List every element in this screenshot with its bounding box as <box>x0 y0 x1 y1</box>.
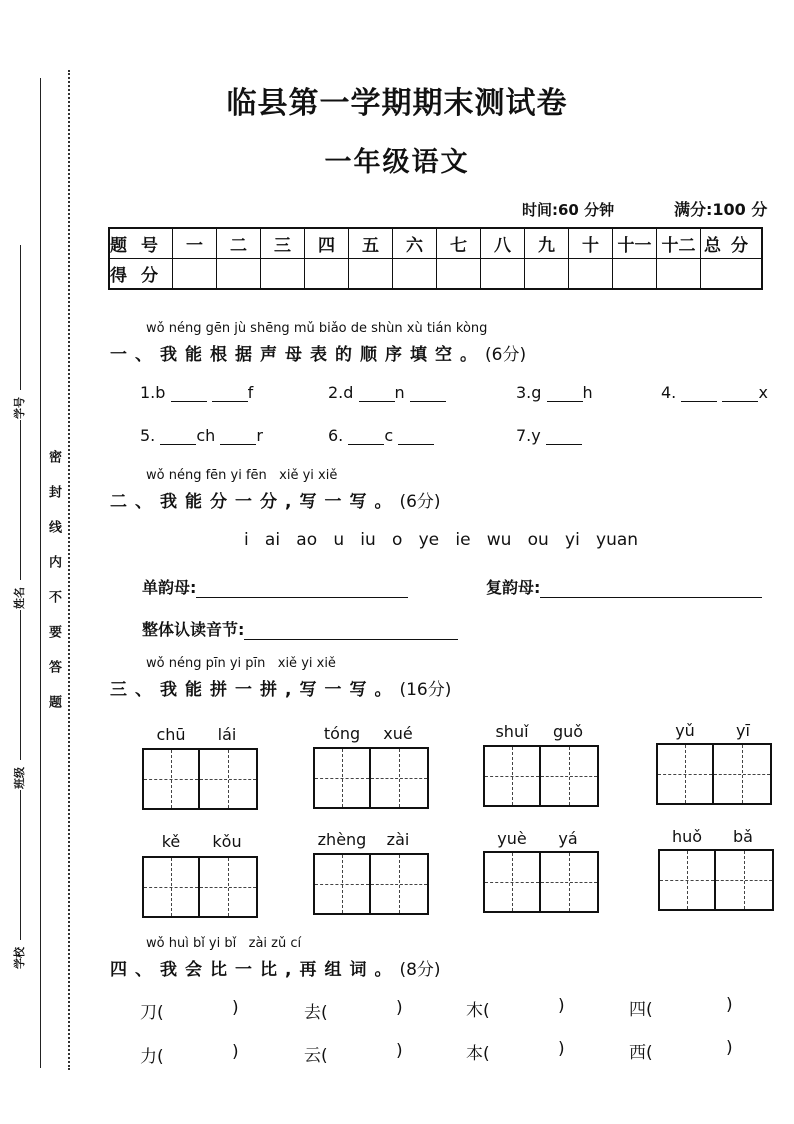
word-pinyin: zhèng <box>317 830 367 849</box>
score-col: 十一 <box>613 228 657 259</box>
writing-grid[interactable] <box>658 849 774 911</box>
answer-blank[interactable] <box>160 444 196 445</box>
s1-item-1: 1.b f <box>140 383 254 402</box>
s1-item-3: 3.g h <box>516 383 593 402</box>
word-pinyin: yī <box>736 721 750 740</box>
compare-item: 木( <box>466 1001 490 1021</box>
word-pinyin: bǎ <box>733 827 753 846</box>
compare-item: 刀( <box>140 1003 164 1023</box>
page-title: 临县第一学期期末测试卷 <box>226 86 568 121</box>
section4-title: 四、我会比一比,再组词。(8分) <box>110 960 441 980</box>
close-paren: ) <box>558 1039 565 1059</box>
writing-grid[interactable] <box>142 856 258 918</box>
s1-item-2: 2.d n <box>328 383 446 402</box>
score-cell[interactable] <box>569 259 613 290</box>
writing-grid[interactable] <box>313 747 429 809</box>
whole-syllables-label: 整体认读音节: <box>142 617 458 640</box>
score-col: 三 <box>261 228 305 259</box>
word-pinyin: guǒ <box>552 722 584 741</box>
section1-pinyin: wǒ néng gēn jù shēng mǔ biǎo de shùn xù tián kòng <box>146 321 488 336</box>
score-col: 六 <box>393 228 437 259</box>
writing-grid[interactable] <box>656 743 772 805</box>
answer-blank[interactable] <box>681 401 717 402</box>
score-table-score-row <box>109 259 762 290</box>
writing-grid[interactable] <box>483 851 599 913</box>
single-finals-label: 单韵母: <box>142 575 408 598</box>
close-paren: ) <box>558 996 565 1016</box>
s1-item-6: 6. c <box>328 426 434 445</box>
school-label: 学校 <box>13 947 26 969</box>
score-cell[interactable] <box>525 259 569 290</box>
score-col: 十二 <box>657 228 701 259</box>
score-col: 一 <box>173 228 217 259</box>
score-table-row-label: 得分 <box>109 259 173 290</box>
class-label: 班级 <box>13 767 26 789</box>
section1-points: (6分) <box>485 345 527 365</box>
s1-item-5: 5. ch r <box>140 426 263 445</box>
syllable-list: i ai ao u iu o ye ie wu ou yi yuan <box>244 530 639 550</box>
close-paren: ) <box>232 1042 239 1062</box>
score-col: 四 <box>305 228 349 259</box>
score-total-cell[interactable] <box>701 259 763 290</box>
score-cell[interactable] <box>305 259 349 290</box>
class-line <box>20 610 21 760</box>
score-total-label: 总分 <box>701 228 763 259</box>
word-pinyin: zài <box>386 830 410 849</box>
word-pinyin: kǒu <box>212 832 242 851</box>
compound-finals-label: 复韵母: <box>486 575 762 598</box>
word-pinyin: shuǐ <box>495 722 529 741</box>
student-no-line <box>20 245 21 390</box>
section2-pinyin: wǒ néng fēn yi fēn xiě yi xiě <box>146 468 338 483</box>
score-table-row-label: 题号 <box>109 228 173 259</box>
word-pinyin: chū <box>156 725 186 744</box>
score-cell[interactable] <box>217 259 261 290</box>
answer-blank[interactable] <box>220 444 256 445</box>
close-paren: ) <box>396 1041 403 1061</box>
answer-blank[interactable] <box>547 401 583 402</box>
full-score: 满分:100 分 <box>674 200 768 219</box>
student-no-label: 学号 <box>13 397 26 419</box>
section2-title: 二、我能分一分,写一写。(6分) <box>110 492 441 512</box>
school-line <box>20 790 21 940</box>
score-cell[interactable] <box>613 259 657 290</box>
score-col: 九 <box>525 228 569 259</box>
answer-blank[interactable] <box>722 401 758 402</box>
section1-title <box>110 340 526 365</box>
word-pinyin: kě <box>161 832 181 851</box>
exam-time: 时间:60 分钟 <box>522 201 615 219</box>
score-col: 七 <box>437 228 481 259</box>
word-pinyin: tóng <box>323 724 361 743</box>
word-pinyin: yá <box>558 829 578 848</box>
compare-item: 力( <box>140 1047 164 1067</box>
compare-item: 西( <box>629 1043 653 1063</box>
word-pinyin: yǔ <box>675 721 695 740</box>
margin-solid-line <box>40 78 41 1068</box>
writing-grid[interactable] <box>313 853 429 915</box>
score-cell[interactable] <box>173 259 217 290</box>
score-col: 二 <box>217 228 261 259</box>
score-cell[interactable] <box>481 259 525 290</box>
score-cell[interactable] <box>393 259 437 290</box>
name-label: 姓名 <box>13 587 26 609</box>
score-cell[interactable] <box>261 259 305 290</box>
word-pinyin: huǒ <box>671 827 703 846</box>
answer-blank[interactable] <box>348 444 384 445</box>
page-subtitle: 一年级语文 <box>324 147 470 178</box>
writing-grid[interactable] <box>483 745 599 807</box>
score-table <box>108 227 763 290</box>
writing-grid[interactable] <box>142 748 258 810</box>
score-col: 十 <box>569 228 613 259</box>
name-line <box>20 420 21 580</box>
score-cell[interactable] <box>657 259 701 290</box>
close-paren: ) <box>396 998 403 1018</box>
word-pinyin: xué <box>383 724 413 743</box>
answer-blank[interactable] <box>212 401 248 402</box>
word-pinyin: yuè <box>497 829 527 848</box>
compound-finals-blank[interactable] <box>540 597 762 598</box>
compare-item: 去( <box>304 1003 328 1023</box>
answer-blank[interactable] <box>398 444 434 445</box>
single-finals-blank[interactable] <box>196 597 408 598</box>
compare-item: 本( <box>466 1044 490 1064</box>
score-cell[interactable] <box>349 259 393 290</box>
s1-item-4: 4. x <box>661 383 768 402</box>
s1-item-7: 7.y <box>516 426 582 445</box>
score-cell[interactable] <box>437 259 481 290</box>
score-table-header-row <box>109 228 762 259</box>
answer-blank[interactable] <box>410 401 446 402</box>
section3-pinyin: wǒ néng pīn yi pīn xiě yi xiě <box>146 656 336 671</box>
section4-pinyin: wǒ huì bǐ yi bǐ zài zǔ cí <box>146 936 302 951</box>
margin-dotted-line <box>68 70 70 1070</box>
section3-title: 三、我能拼一拼,写一写。(16分) <box>110 680 452 700</box>
close-paren: ) <box>726 1038 733 1058</box>
word-pinyin: lái <box>217 725 237 744</box>
answer-blank[interactable] <box>359 401 395 402</box>
score-col: 五 <box>349 228 393 259</box>
answer-blank[interactable] <box>171 401 207 402</box>
answer-blank[interactable] <box>546 444 582 445</box>
close-paren: ) <box>232 998 239 1018</box>
close-paren: ) <box>726 995 733 1015</box>
seal-text: 密封线内不要答题 <box>46 450 61 730</box>
section1-title-text: 一、我能根据声母表的顺序填空。 <box>110 345 485 365</box>
score-col: 八 <box>481 228 525 259</box>
compare-item: 云( <box>304 1046 328 1066</box>
whole-syllables-blank[interactable] <box>244 639 458 640</box>
compare-item: 四( <box>629 1000 653 1020</box>
